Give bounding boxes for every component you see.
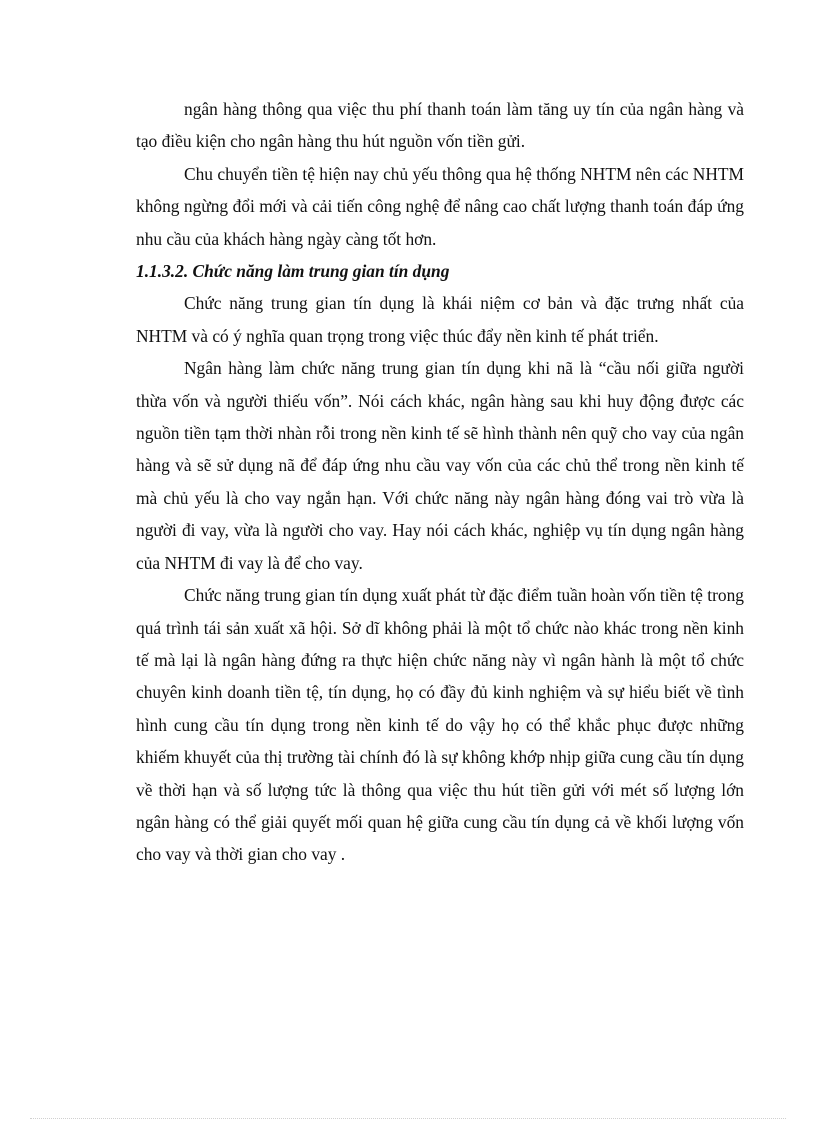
paragraph-1: ngân hàng thông qua việc thu phí thanh toán làm tăng uy tín của ngân hàng và tạo điều kiện cho ngân hàng thu hút nguồn vốn tiền gửi. [136,99,744,152]
section-heading: 1.1.3.2. Chức năng làm trung gian tín dụng [136,261,450,282]
paragraph-4: Ngân hàng làm chức năng trung gian tín dụng khi nã là “cầu nối giữa người thừa vốn và người thiếu vốn”. Nói cách khác, ngân hàng sau khi huy động được các nguồn tiền tạm thời nhàn rỗi trong nền kinh tế sẽ hình thành nên quỹ cho vay của ngân hàng và sẽ sử dụng nã để đáp ứng nhu cầu vay vốn của các chủ thể trong nền kinh tế mà chủ yếu là cho vay ngắn hạn. Với chức năng này ngân hàng đóng vai trò vừa là người đi vay, vừa là người cho vay. Hay nói cách khác, nghiệp vụ tín dụng ngân hàng của NHTM đi vay là để cho vay. [136,358,744,573]
page-bottom-divider [30,1118,786,1119]
paragraph-3: Chức năng trung gian tín dụng là khái niệm cơ bản và đặc trưng nhất của NHTM và có ý nghĩa quan trọng trong việc thúc đẩy nền kinh tế phát triển. [136,293,744,346]
paragraph-5: Chức năng trung gian tín dụng xuất phát từ đặc điểm tuần hoàn vốn tiền tệ trong quá trình tái sản xuất xã hội. Sở dĩ không phải là một tổ chức nào khác trong nền kinh tế mà lại là ngân hàng đứng ra thực hiện chức năng này vì ngân hành là một tổ chức chuyên kinh doanh tiền tệ, tín dụng, họ có đầy đủ kinh nghiệm và sự hiểu biết về tình hình cung cầu tín dụng trong nền kinh tế do vậy họ có thể khắc phục được những khiếm khuyết của thị trường tài chính đó là sự không khớp nhịp giữa cung cầu tín dụng về thời hạn và số lượng tức là thông qua việc thu hút tiền gửi với mét số lượng lớn ngân hàng có thể giải quyết mối quan hệ giữa cung cầu tín dụng cả về khối lượng vốn cho vay và thời gian cho vay . [136,585,744,865]
paragraph-2: Chu chuyển tiền tệ hiện nay chủ yếu thông qua hệ thống NHTM nên các NHTM không ngừng đổi mới và cải tiến công nghệ để nâng cao chất lượng thanh toán đáp ứng nhu cầu của khách hàng ngày càng tốt hơn. [136,163,744,249]
document-page [136,93,744,871]
